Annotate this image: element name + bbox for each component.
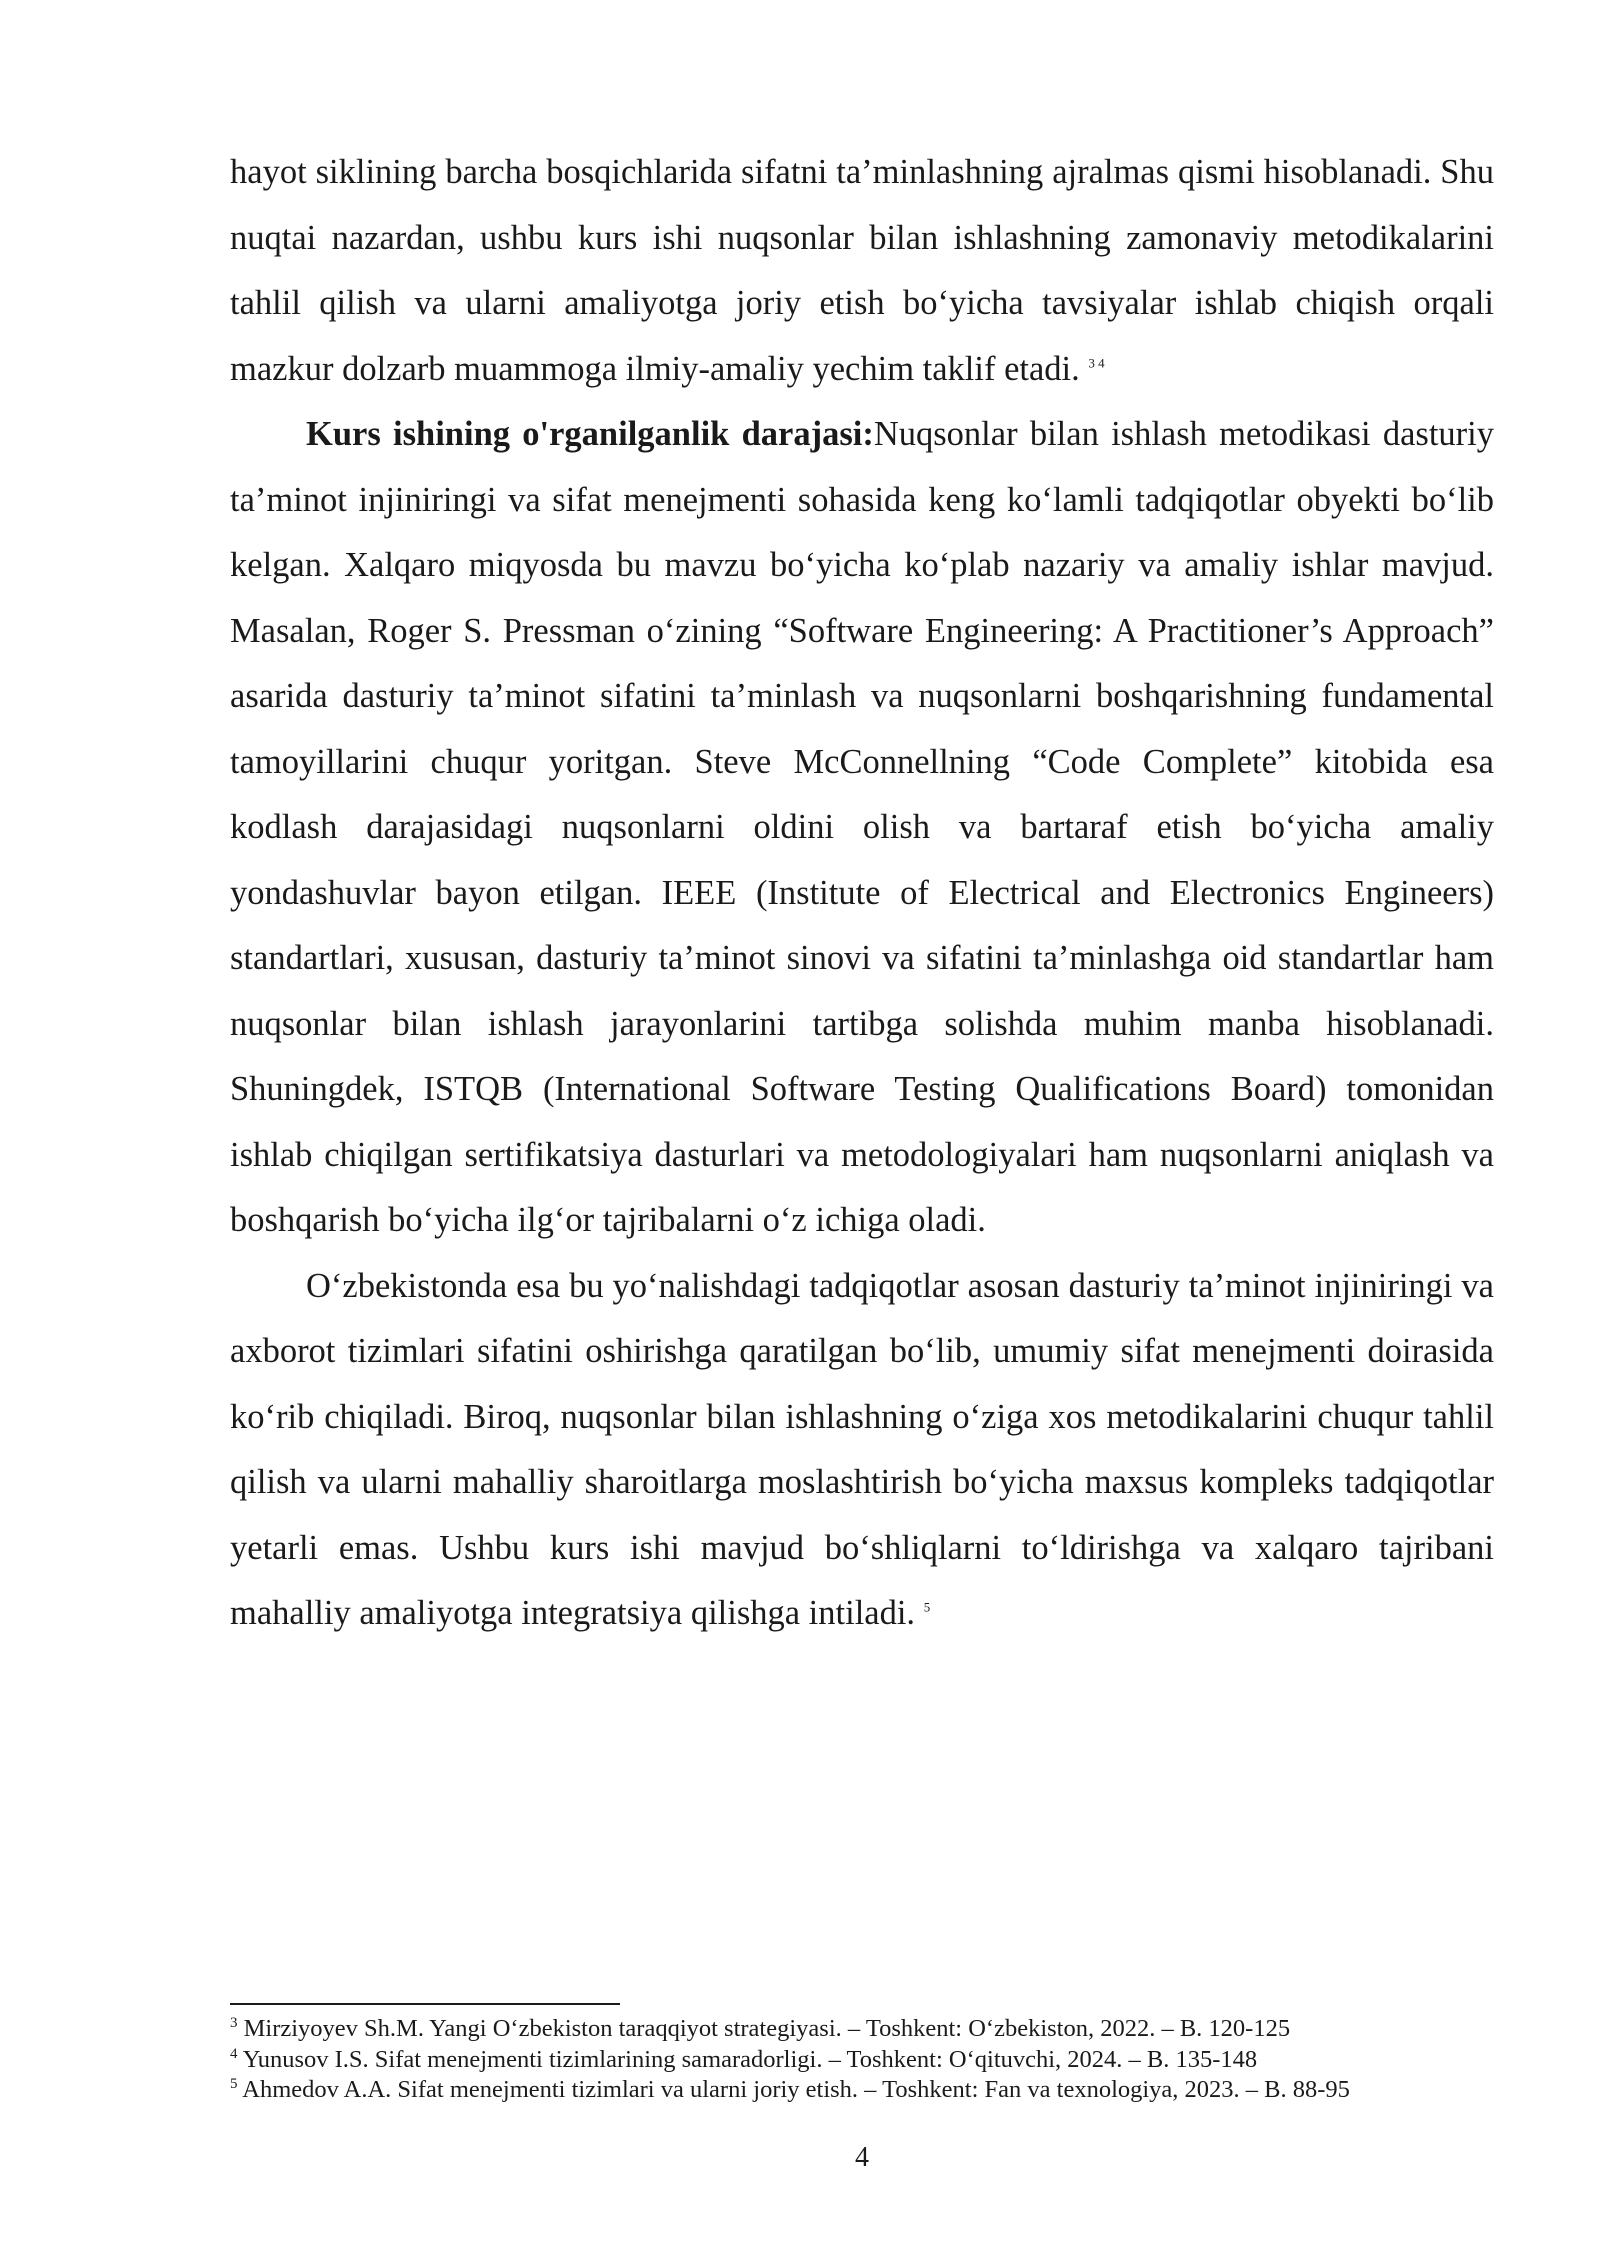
footnotes	[230, 2014, 1494, 2106]
footnote-3	[230, 2014, 1494, 2045]
footnote-refs: 3 4	[1088, 355, 1105, 370]
paragraph-text: O‘zbekistonda esa bu yo‘nalishdagi tadqiqotlar asosan dasturiy ta’minot injiniringi va axborot tizimlari sifatini oshirishga qaratilgan bo‘lib, umumiy sifat menejmenti doirasida ko‘rib chiqiladi. Biroq, nuqsonlar bilan ishlashning o‘ziga xos metodikalarini chuqur tahlil qilish va ularni mahalliy sharoitlarga moslashtirish bo‘yicha maxsus kompleks tadqiqotlar yetarli emas. Ushbu kurs ishi mavjud bo‘shliqlarni to‘ldirishga va xalqaro tajribani mahalliy amaliyotga integratsiya qilishga intiladi.	[230, 1266, 1494, 1632]
page-number: 4	[855, 2142, 869, 2173]
footnote-4	[230, 2045, 1494, 2076]
footnote-text: Mirziyoyev Sh.M. Yangi O‘zbekiston taraqqiyot strategiyasi. – Toshkent: O‘zbekiston, 2022. – B. 120-125	[237, 2015, 1291, 2042]
paragraph-text: Nuqsonlar bilan ishlash metodikasi dasturiy ta’minot injiniringi va sifat menejmenti sohasida keng ko‘lamli tadqiqotlar obyekti bo‘lib kelgan. Xalqaro miqyosda bu mavzu bo‘yicha ko‘plab nazariy va amaliy ishlar mavjud. Masalan, Roger S. Pressman o‘zining “Software Engineering: A Practitioner’s Approach” asarida dasturiy ta’minot sifatini ta’minlash va nuqsonlarni boshqarishning fundamental tamoyillarini chuqur yoritgan. Steve McConnellning “Code Complete” kitobida esa kodlash darajasidagi nuqsonlarni oldini olish va bartaraf etish bo‘yicha amaliy yondashuvlar bayon etilgan. IEEE (Institute of Electrical and Electronics Engineers) standartlari, xususan, dasturiy ta’minot sinovi va sifatini ta’minlashga oid standartlar ham nuqsonlar bilan ishlash jarayonlarini tartibga solishda muhim manba hisoblanadi. Shuningdek, ISTQB (International Software Testing Qualifications Board) tomonidan ishlab chiqilgan sertifikatsiya dasturlari va metodologiyalari ham nuqsonlarni aniqlash va boshqarish bo‘yicha ilg‘or tajribalarni o‘z ichiga oladi.	[230, 415, 1494, 1239]
footnote-number: 4	[230, 2045, 238, 2062]
footnote-text: Yunusov I.S. Sifat menejmenti tizimlarining samaradorligi. – Toshkent: O‘qituvchi, 2024. – B. 135-148	[237, 2045, 1258, 2073]
paragraph-text: hayot siklining barcha bosqichlarida sifatni ta’minlashning ajralmas qismi hisoblanadi. Shu nuqtai nazardan, ushbu kurs ishi nuqsonlar bilan ishlashning zamonaviy metodikalarini tahlil qilish va ularni amaliyotga joriy etish bo‘yicha tavsiyalar ishlab chiqish orqali mazkur dolzarb muammoga ilmiy-amaliy yechim taklif etadi.	[230, 153, 1494, 388]
footnote-separator	[230, 2003, 620, 2005]
paragraph-research-level	[230, 402, 1494, 1254]
footnote-refs: 5	[923, 1599, 931, 1615]
document-page	[230, 140, 1494, 1647]
paragraph-intro-continuation	[230, 140, 1494, 402]
footnote-text: Ahmedov A.A. Sifat menejmenti tizimlari va ularni joriy etish. – Toshkent: Fan va texnologiya, 2023. – B. 88-95	[237, 2076, 1350, 2103]
section-lead-heading: Kurs ishining o'rganilganlik darajasi:	[306, 415, 874, 453]
paragraph-uzbekistan-research	[230, 1254, 1494, 1647]
footnote-number: 3	[230, 2014, 238, 2031]
footnote-5	[230, 2075, 1494, 2106]
footnote-number: 5	[230, 2075, 238, 2092]
